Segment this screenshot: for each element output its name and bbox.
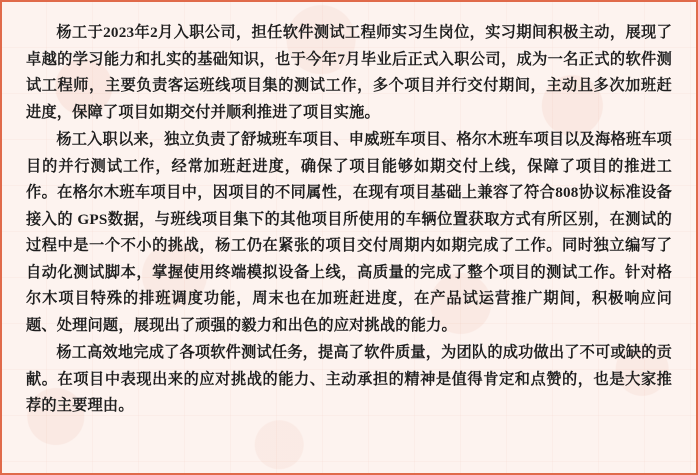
paragraph-3: 杨工高效地完成了各项软件测试任务，提高了软件质量，为团队的成功做出了不可或缺的贡献。在项目中表现出来的应对挑战的能力、主动承担的精神是值得肯定和点赞的，也是大家推荐的主要理由。	[26, 344, 672, 414]
paragraph-2: 杨工入职以来，独立负责了舒城班车项目、申威班车项目、格尔木班车项目以及海格班车项目的并行测试工作，经常加班赶进度，确保了项目能够如期交付上线，保障了项目的推进工作。在格尔木班车项目中，因项目的不同属性，在现有项目基础上兼容了符合808协议标准设备接入的 GPS数据，与班线项目集下的其他项目所使用的车辆位置获取方式有所区别，在测试的过程中是一个不小的挑战，杨工仍在紧张的项目交付周期内如期完成了工作。同时独立编写了自动化测试脚本，掌握使用终端模拟设备上线，高质量的完成了整个项目的测试工作。针对格尔木项目特殊的排班调度功能，周末也在加班赶进度，在产品试运营推广期间，积极响应问题、处理问题，展现出了顽强的毅力和出色的应对挑战的能力。	[26, 131, 672, 334]
document-body	[0, 2, 698, 431]
paragraph-1: 杨工于2023年2月入职公司，担任软件测试工程师实习生岗位，实习期间积极主动，展现了卓越的学习能力和扎实的基础知识，也于今年7月毕业后正式入职公司，成为一名正式的软件测试工程师，主要负责客运班线项目集的测试工作，多个项目并行交付期间，主动且多次加班赶进度，保障了项目如期交付并顺利推进了项目实施。	[26, 24, 672, 121]
